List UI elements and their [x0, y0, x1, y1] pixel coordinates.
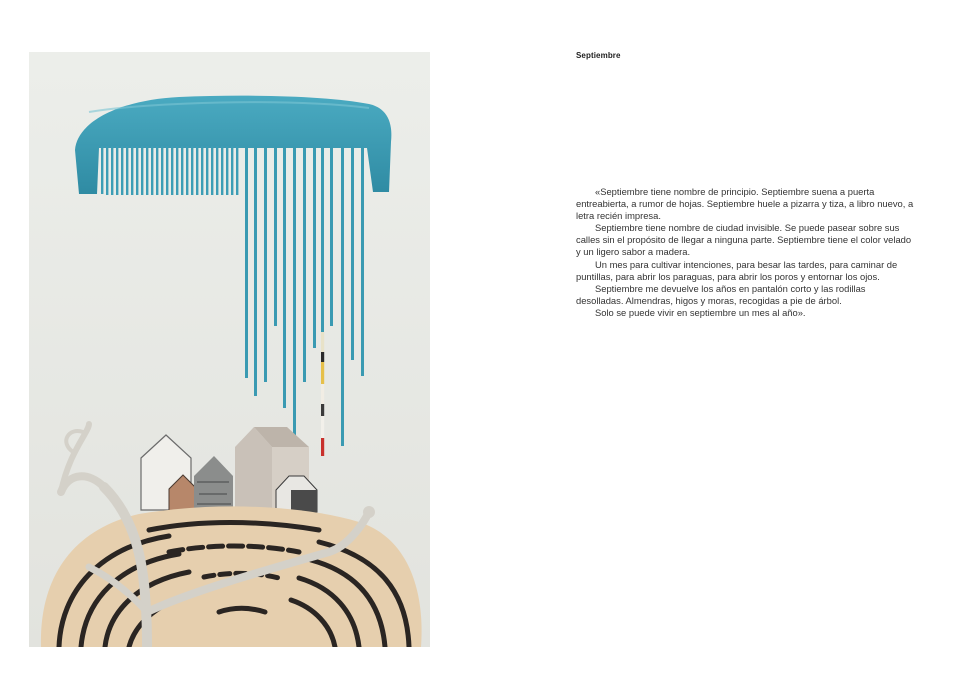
- photo-artwork: [29, 52, 430, 647]
- paragraph: Septiembre tiene nombre de ciudad invisible. Se puede pasear sobre sus calles sin el propósito de llegar a ninguna parte. Septiembre tiene el color velado y un ligero sabor a madera.: [576, 222, 912, 258]
- paragraph: «Septiembre tiene nombre de principio. Septiembre suena a puerta entreabierta, a rumor de hojas. Septiembre huele a pizarra y tiza, a libro nuevo, a letra recién impresa.: [576, 186, 914, 222]
- body-text: [576, 186, 914, 319]
- paragraph: Solo se puede vivir en septiembre un mes al año».: [595, 306, 806, 318]
- paragraph: Un mes para cultivar intenciones, para besar las tardes, para caminar de puntillas, para abrir los paraguas, para abrir los poros y entornar los ojos.: [576, 258, 898, 282]
- paragraph: Septiembre me devuelve los años en pantalón corto y las rodillas desolladas. Almendras, higos y moras, recogidas a pie de árbol.: [576, 282, 866, 306]
- colored-tooth: [321, 332, 324, 456]
- chapter-title: Septiembre: [576, 51, 621, 60]
- illustration-photo: [29, 52, 430, 647]
